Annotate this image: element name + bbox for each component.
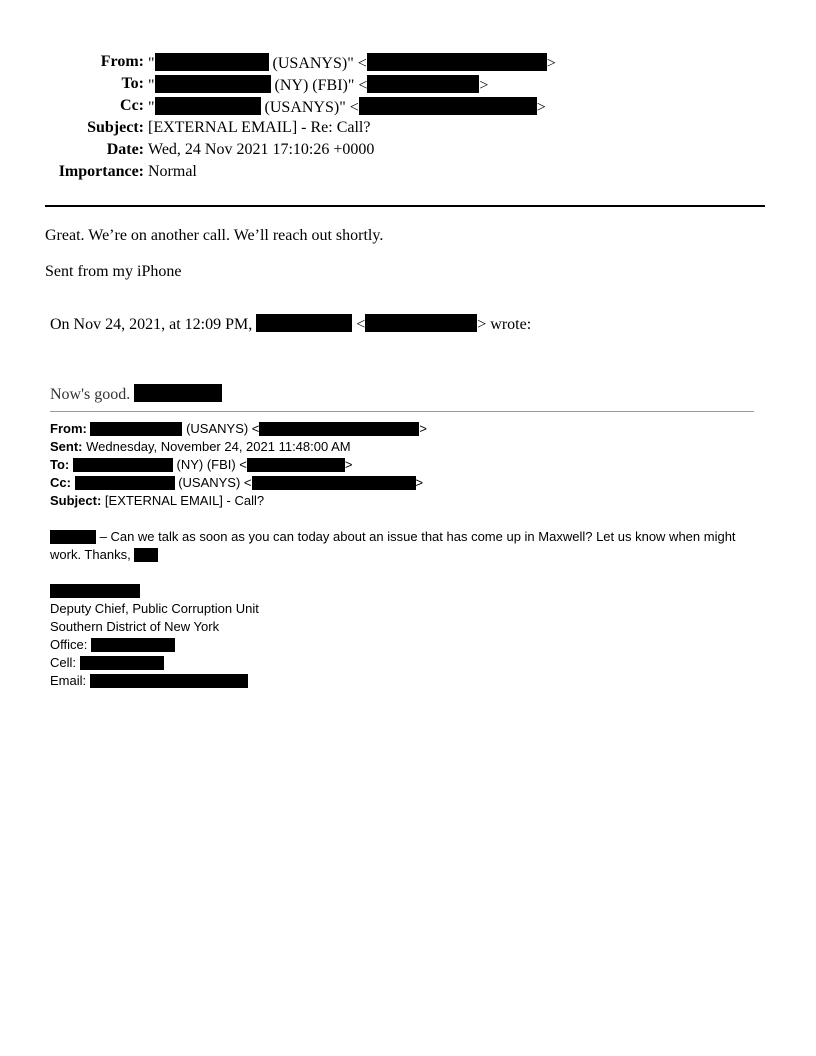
redaction-box — [90, 674, 248, 688]
fwd-subject-row: Subject: [EXTERNAL EMAIL] - Call? — [50, 493, 265, 508]
fwd-from-row: From: (USANYS) < > — [50, 421, 427, 436]
fwd-signature-cell: Cell: — [50, 654, 164, 672]
header-date-row — [0, 141, 816, 163]
importance-value: Normal — [148, 163, 197, 180]
redaction-box — [365, 314, 477, 332]
header-from-row — [0, 53, 816, 75]
redaction-box — [134, 548, 158, 562]
subject-label: Subject: — [87, 119, 144, 136]
header-cc-row — [0, 97, 816, 119]
redaction-box — [359, 97, 537, 115]
from-label: From: — [100, 53, 144, 70]
fwd-signature-org: Southern District of New York — [50, 619, 220, 634]
quote-attribution: On Nov 24, 2021, at 12:09 PM, < > wrote: — [50, 316, 532, 333]
fwd-to-row: To: (NY) (FBI) < > — [50, 457, 353, 472]
header-subject-row — [0, 119, 816, 141]
date-value: Wed, 24 Nov 2021 17:10:26 +0000 — [148, 141, 375, 158]
redaction-box — [90, 422, 182, 436]
to-value: " (NY) (FBI)" < > — [148, 77, 489, 94]
redaction-box — [155, 75, 271, 93]
quote-divider — [50, 411, 754, 412]
redaction-box — [367, 53, 547, 71]
fwd-message-line1: – Can we talk as soon as you can today about an issue that has come up in Maxwell? Let us know when might — [50, 528, 736, 546]
fwd-cc-row: Cc: (USANYS) < > — [50, 475, 424, 490]
from-value: " (USANYS)" < > — [148, 55, 556, 72]
fwd-message-line2: work. Thanks, — [50, 546, 158, 564]
fwd-signature-title: Deputy Chief, Public Corruption Unit — [50, 601, 259, 616]
redaction-box — [50, 584, 140, 598]
to-label: To: — [121, 75, 144, 92]
header-importance-row — [0, 163, 816, 185]
cc-label: Cc: — [120, 97, 144, 114]
redaction-box — [134, 384, 222, 402]
redaction-box — [80, 656, 164, 670]
fwd-signature-name — [50, 582, 140, 600]
redaction-box — [259, 422, 419, 436]
body-signature: Sent from my iPhone — [45, 263, 182, 280]
date-label: Date: — [106, 141, 144, 158]
redaction-box — [252, 476, 416, 490]
importance-label: Importance: — [58, 163, 144, 180]
redaction-box — [155, 53, 269, 71]
cc-value: " (USANYS)" < > — [148, 99, 546, 116]
redaction-box — [247, 458, 345, 472]
redaction-box — [155, 97, 261, 115]
subject-value: [EXTERNAL EMAIL] - Re: Call? — [148, 119, 371, 136]
redaction-box — [50, 530, 96, 544]
redaction-box — [256, 314, 352, 332]
header-divider — [45, 205, 765, 207]
redaction-box — [75, 476, 175, 490]
body-text: Great. We’re on another call. We’ll reach out shortly. — [45, 227, 384, 244]
fwd-signature-email: Email: — [50, 672, 248, 690]
redaction-box — [367, 75, 479, 93]
fwd-signature-office: Office: — [50, 636, 175, 654]
quoted-reply: Now's good. — [50, 384, 222, 404]
header-to-row — [0, 75, 816, 97]
fwd-sent-row: Sent: Wednesday, November 24, 2021 11:48:00 AM — [50, 439, 351, 454]
redaction-box — [91, 638, 175, 652]
redaction-box — [73, 458, 173, 472]
